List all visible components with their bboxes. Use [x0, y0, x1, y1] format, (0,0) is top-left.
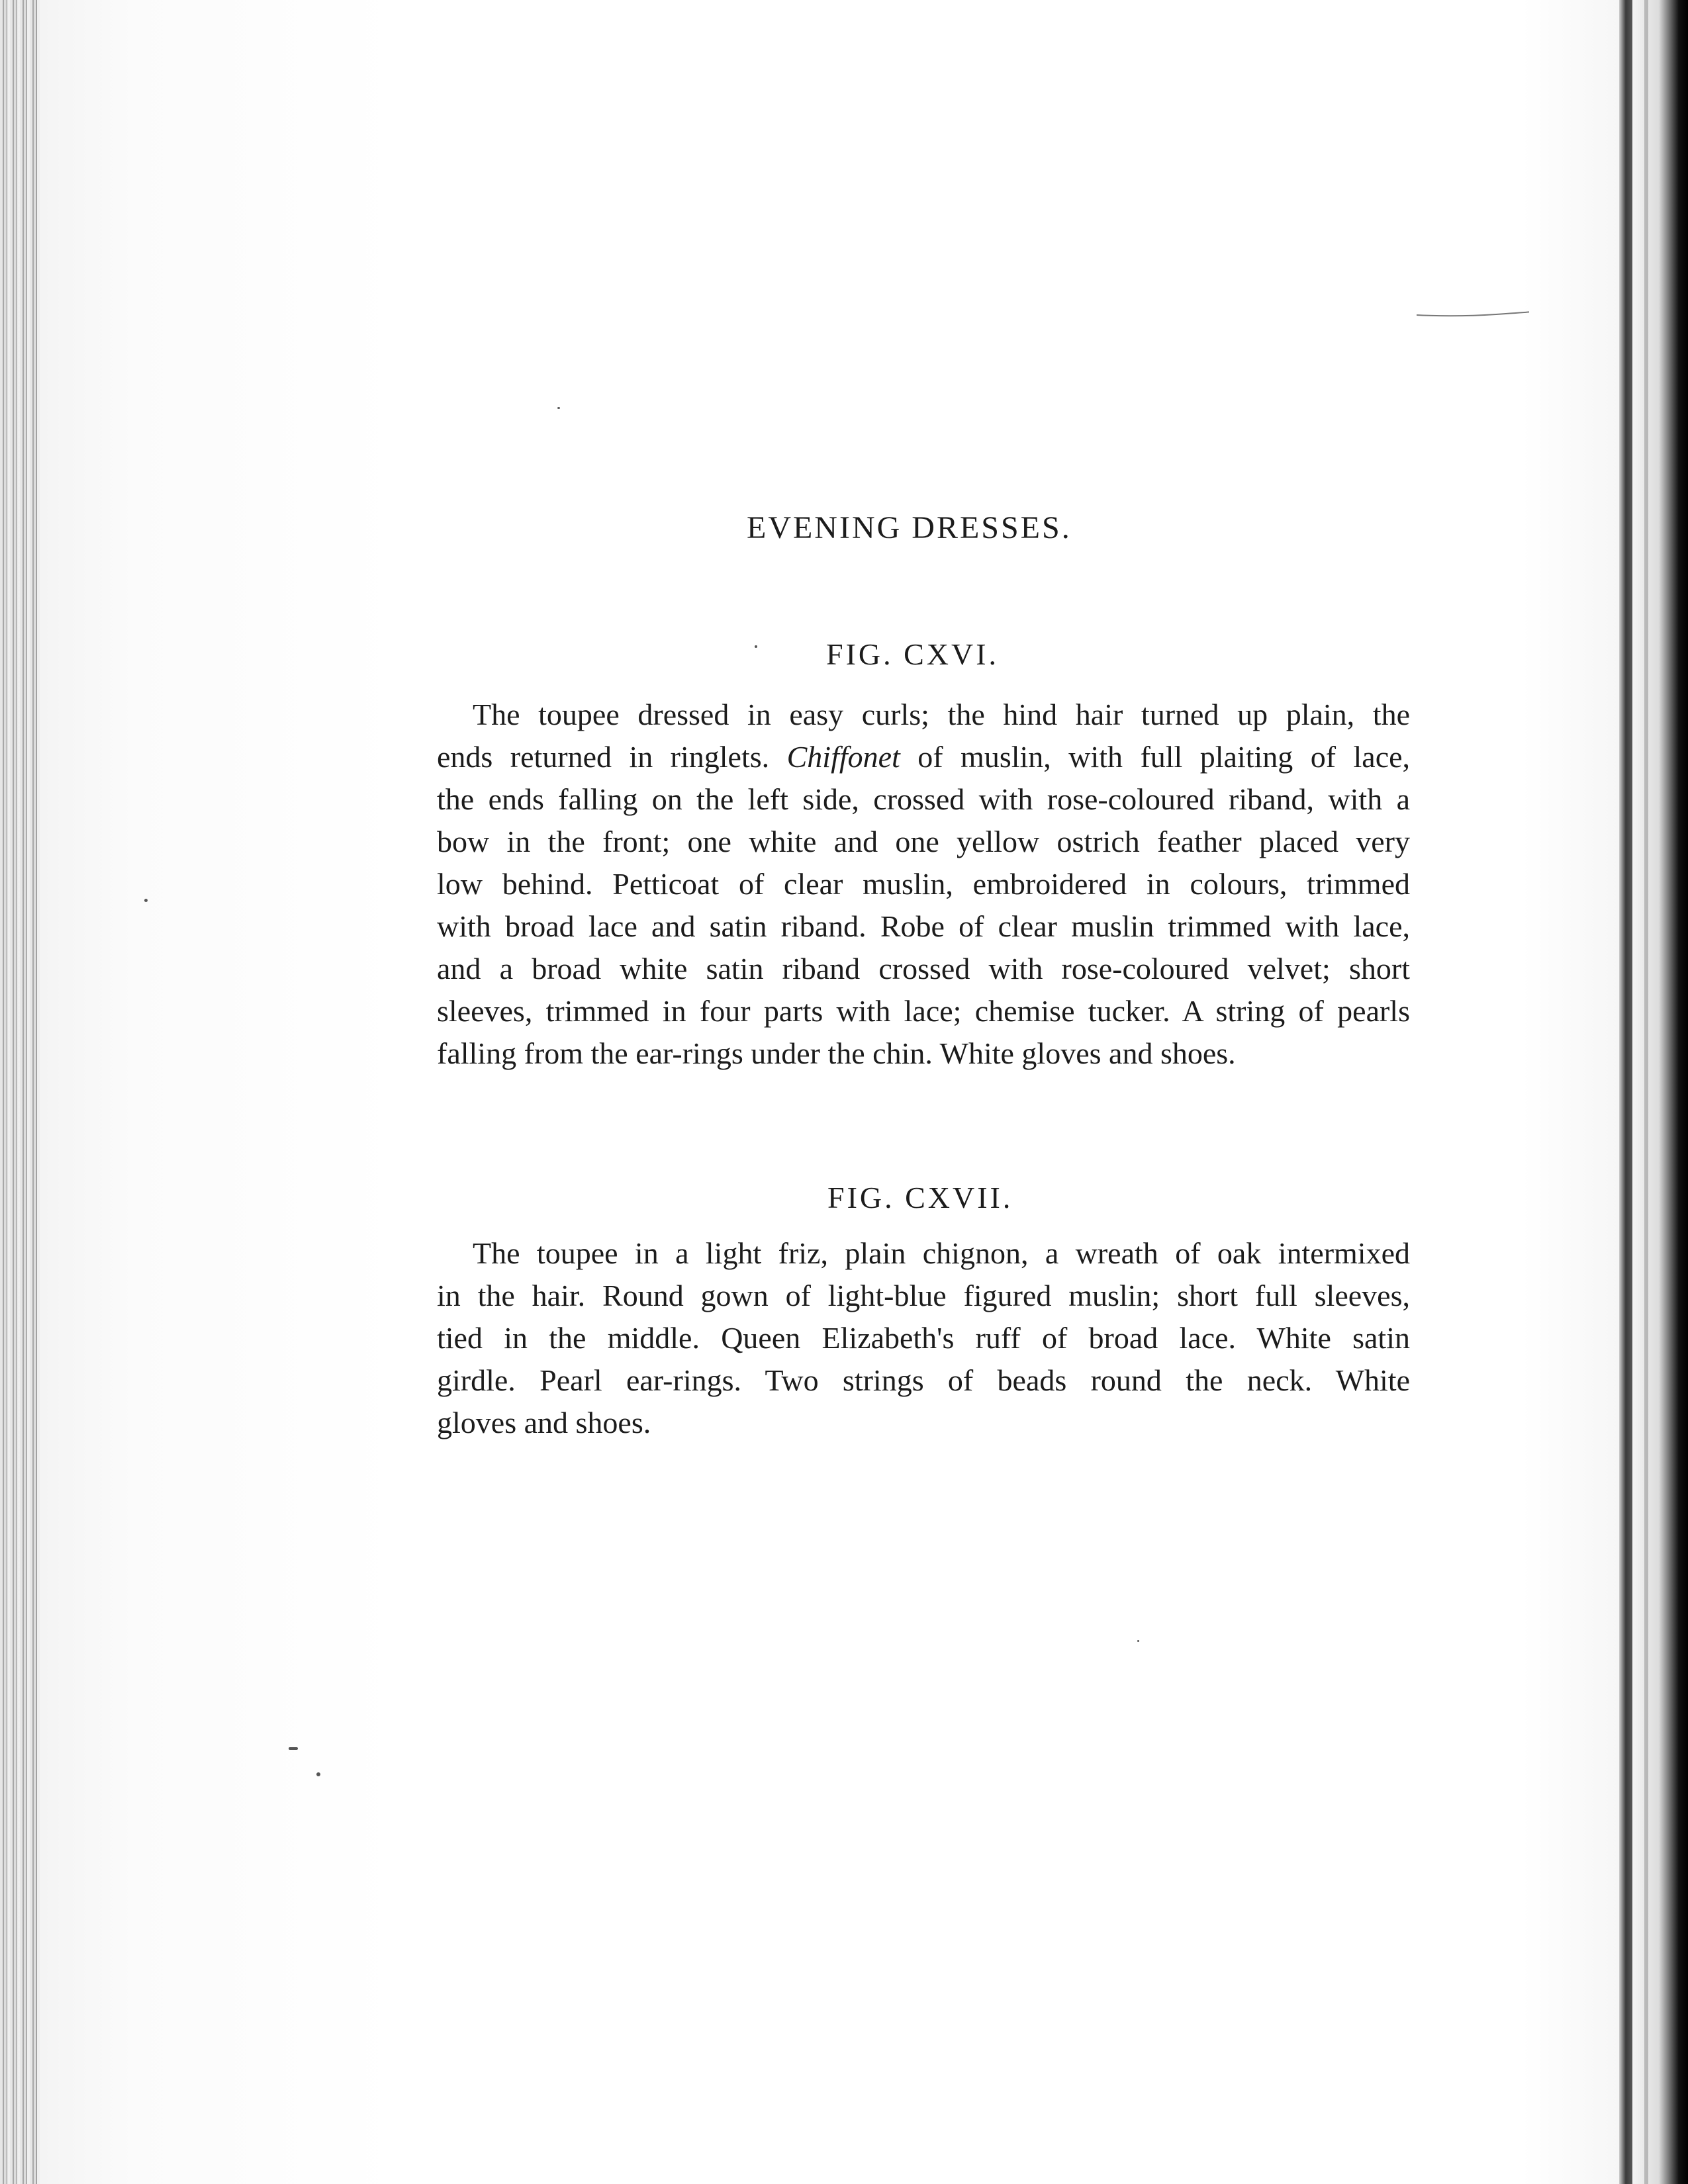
figure-heading-cxvii: FIG. CXVII.: [827, 1181, 1013, 1214]
scan-speck: [144, 899, 148, 902]
text-line: The toupee in a light friz, plain chignon, a wreath of oak intermixed: [473, 1236, 1410, 1270]
scan-speck: [316, 1772, 320, 1776]
text-segment: ends returned in ringlets.: [437, 740, 770, 774]
scan-border-stripe: [1644, 0, 1648, 2184]
pencil-mark: [1417, 311, 1529, 318]
text-line: [437, 736, 1410, 778]
text-segment: of muslin, with full plaiting of lace,: [917, 740, 1411, 774]
text-line: in the hair. Round gown of light-blue figured muslin; short full sleeves,: [437, 1279, 1410, 1312]
text-line: sleeves, trimmed in four parts with lace; chemise tucker. A string of pearls: [437, 994, 1410, 1028]
text-line: gloves and shoes.: [437, 1406, 651, 1439]
binding-shadow: [1619, 0, 1632, 2184]
text-line: low behind. Petticoat of clear muslin, embroidered in colours, trimmed: [437, 867, 1410, 901]
text-line: with broad lace and satin riband. Robe of clear muslin trimmed with lace,: [437, 909, 1410, 943]
italic-term: Chiffonet: [786, 740, 900, 774]
scan-speck: [557, 407, 560, 409]
text-line: girdle. Pearl ear-rings. Two strings of beads round the neck. White: [437, 1363, 1410, 1397]
scan-speck: [755, 645, 757, 648]
text-line: the ends falling on the left side, crossed with rose-coloured riband, with a: [437, 782, 1410, 816]
book-fore-edge: [0, 0, 40, 2184]
scan-speck: [289, 1747, 298, 1750]
page-title: EVENING DRESSES.: [747, 510, 1072, 545]
text-line: falling from the ear-rings under the chin. White gloves and shoes.: [437, 1036, 1236, 1070]
text-line: tied in the middle. Queen Elizabeth's ruff of broad lace. White satin: [437, 1321, 1410, 1355]
figure-cxvii-description: [437, 1232, 1410, 1444]
figure-cxvi-description: [437, 694, 1410, 1075]
text-line: bow in the front; one white and one yellow ostrich feather placed very: [437, 825, 1410, 858]
figure-heading-cxvi: FIG. CXVI.: [826, 637, 1000, 671]
scan-speck: [1137, 1640, 1139, 1642]
text-line: The toupee dressed in easy curls; the hind hair turned up plain, the: [473, 698, 1410, 731]
scan-border: [1632, 0, 1688, 2184]
text-line: and a broad white satin riband crossed with rose-coloured velvet; short: [437, 952, 1410, 985]
